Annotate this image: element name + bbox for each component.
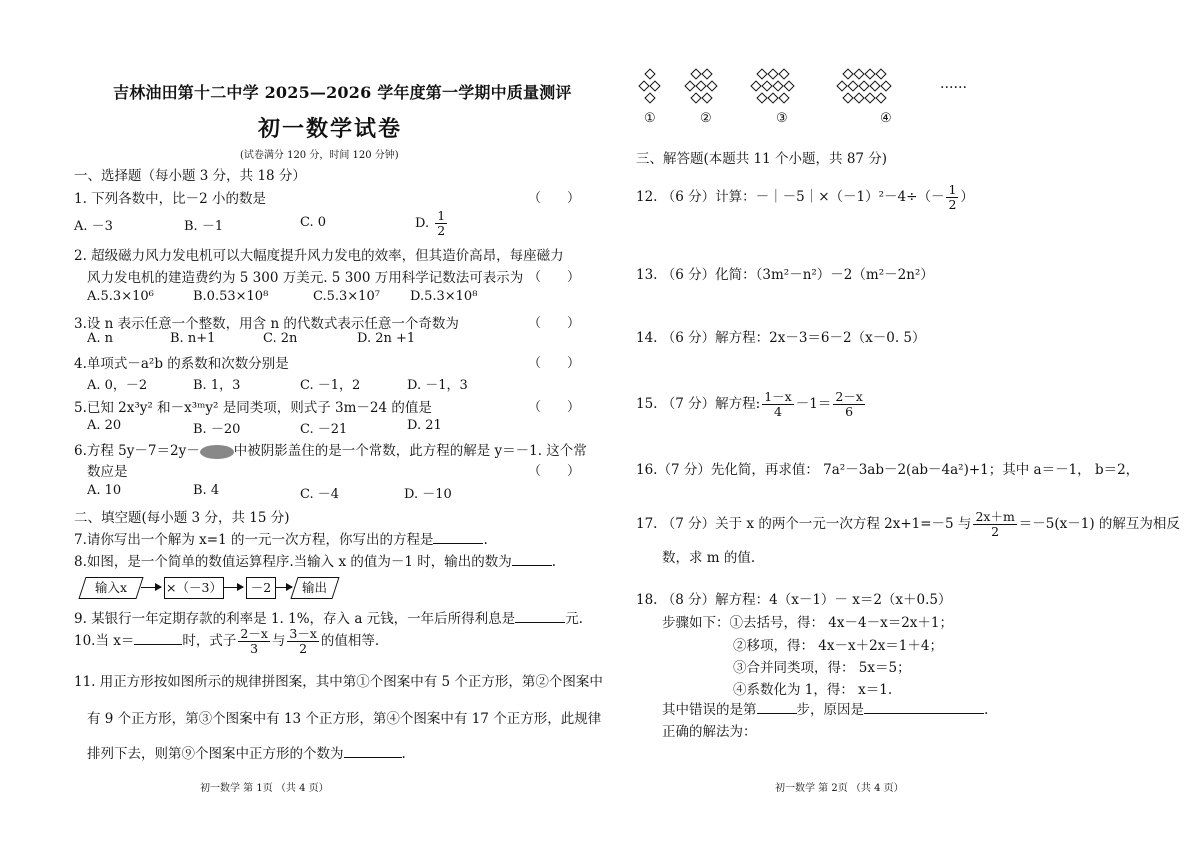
q1-option-d-fraction [435,209,447,238]
q18-step-1: 步骤如下：①去括号，得： 4x－4－x＝2x＋1； [662,615,953,631]
q9-end: 元. [565,611,583,627]
fraction-denominator: 4 [773,404,782,419]
q1-option-c: C. 0 [300,215,327,230]
q8-answer-blank [512,553,552,566]
q4-option-b: B. 1，3 [193,378,241,393]
shaded-constant-blot [200,445,234,459]
question-6-line-1 [74,439,587,459]
square-icon [778,68,789,79]
square-icon [842,68,853,79]
q10-answer-blank [134,632,182,645]
q6-text-before: 6.方程 5y－7＝2y－ [74,443,200,459]
square-icon [756,68,767,79]
q5-option-a: A. 20 [87,418,122,433]
fraction-numerator: 1 [948,182,957,197]
q18-step-blank [757,701,797,714]
fraction-numerator: 2x＋m [975,509,1015,524]
flow-multiply-box: ×（－3） [164,577,224,599]
q6-option-d: D. －10 [404,487,452,502]
square-icon [778,92,789,103]
q18-step-3: ③合并同类项，得： 5x＝5； [733,660,911,676]
answer-paren-2: （ ） [528,270,581,285]
q9-answer-blank [515,610,565,623]
question-3: 3.设 n 表示任意一个整数，用含 n 的代数式表示任意一个奇数为 [74,316,459,332]
q15-text: 15. （7 分）解方程: [636,396,761,412]
square-icon [690,92,701,103]
q10-fraction-2 [287,627,319,656]
flow-arrow-icon [223,587,243,588]
q3-option-d: D. 2n +1 [357,331,416,346]
q18-reason-blank [864,701,984,714]
q7-answer-blank [433,531,483,544]
flow-input-label: 输入x [94,580,128,595]
pattern-label-3: ③ [776,111,788,126]
question-2-line-1: 2. 超级磁力风力发电机可以大幅度提升风力发电的效率，但其造价高昂，每座磁力 [74,248,564,264]
q18-step-4: ④系数化为 1，得： x＝1. [733,682,893,698]
q15-fraction-1 [762,390,794,419]
q17-text: 17. （7 分）关于 x 的两个一元一次方程 2x+1=－5 与 [636,516,972,532]
q6-option-a: A. 10 [87,483,122,498]
flow-output-label: 输出 [302,580,328,595]
section-fill-heading: 二、填空题(每小题 3 分，共 15 分) [74,510,290,526]
question-18: 18. （8 分）解方程：4（x－1）－ x＝2（x＋0.5） [636,592,952,608]
answer-paren-6: （ ） [528,464,581,479]
q6-option-b: B. 4 [193,483,220,498]
square-icon [875,92,886,103]
q18-step-2: ②移项，得： 4x－x＋2x＝1＋4； [733,638,943,654]
q3-option-b: B. n+1 [170,331,216,346]
pattern-ellipsis: …… [940,76,967,92]
question-9 [74,607,583,627]
square-icon [853,92,864,103]
square-icon [858,80,869,91]
q17-fraction [973,510,1016,539]
q1-option-d [415,209,449,238]
square-icon [869,80,880,91]
q18-error-line [662,698,988,718]
q5-option-b: B. －20 [193,422,241,437]
flow-subtract-box: －2 [246,577,276,599]
q1-option-a: A. －3 [74,219,113,234]
q8-end: . [551,554,557,570]
q4-option-c: C. －1，2 [300,378,361,393]
question-14: 14. （6 分）解方程：2x－3＝6－2（x－0. 5） [636,330,926,346]
question-8 [74,550,556,570]
square-icon [767,68,778,79]
fraction-denominator: 2 [299,641,308,656]
q5-option-d: D. 21 [407,418,442,433]
section-choice-heading: 一、选择题（每小题 3 分，共 18 分） [74,168,306,184]
q6-option-c: C. －4 [300,487,340,502]
question-15 [636,390,867,419]
square-icon [706,80,717,91]
q11-text: 排列下去，则第⑨个图案中正方形的个数为 [87,746,344,762]
flow-arrow-icon [141,587,161,588]
question-11-line-3 [87,742,406,762]
q2-option-d: D.5.3×10⁸ [410,289,478,304]
square-icon [847,80,858,91]
q18-end: . [984,702,989,718]
fraction-numerator: 1－x [764,389,792,404]
answer-paren-3: （ ） [528,316,581,331]
square-icon [875,68,886,79]
q17-post: ＝－5(x－1) 的解互为相反 [1018,516,1180,532]
fraction-numerator: 2－x [835,389,863,404]
question-6-line-2: 数应是 [87,464,128,480]
answer-paren-5: （ ） [528,400,581,415]
square-icon [701,68,712,79]
fraction-numerator: 2－x [240,626,268,641]
q1-option-d-label: D. [415,216,430,231]
square-icon [864,68,875,79]
question-1: 1. 下列各数中，比－2 小的数是 [74,191,267,207]
pattern-label-1: ① [644,111,656,126]
section-solve-heading: 三、解答题(本题共 11 个小题，共 87 分) [636,151,888,167]
exam-note: (试卷满分 120 分，时间 120 分钟) [240,150,399,161]
square-icon [864,92,875,103]
q7-end: . [483,532,488,548]
fraction-denominator: 2 [991,524,1000,539]
flow-output-box [290,577,339,599]
q6-text-after: 中被阴影盖住的是一个常数，此方程的解是 y＝－1. 这个常 [233,443,587,459]
square-icon [767,92,778,103]
pattern-label-2: ② [700,111,712,126]
q7-text: 7.请你写出一个解为 x=1 的一元一次方程，你写出的方程是 [74,532,434,548]
q12-fraction [946,183,958,212]
exam-title: 吉林油田第十二中学 2025—2026 学年度第一学期中质量测评 [113,83,572,102]
question-11-line-1: 11. 用正方形按如图所示的规律拼图案，其中第①个图案中有 5 个正方形，第②个图案中 [74,674,603,690]
square-icon [649,80,660,91]
q10-and: 与 [271,633,286,649]
question-5: 5.已知 2x³y² 和－x³ᵐy² 是同类项，则式子 3m－24 的值是 [74,400,432,416]
pattern-label-4: ④ [880,111,892,126]
square-icon [644,92,655,103]
q9-text: 9. 某银行一年定期存款的利率是 1. 1%，存入 a 元钱，一年后所得利息是 [74,611,516,627]
q2-option-a: A.5.3×10⁶ [87,289,154,304]
square-icon [853,68,864,79]
page-footer-right: 初一数学 第 2页 （共 4 页） [775,783,904,794]
square-icon [690,68,701,79]
q1-option-b: B. －1 [184,219,224,234]
q11-end: . [401,746,406,762]
question-10 [74,627,379,656]
square-icon [644,68,655,79]
question-7 [74,528,488,548]
q4-option-a: A. 0，－2 [87,378,148,393]
fraction-denominator: 2 [948,197,957,212]
square-icon [695,80,706,91]
q11-answer-blank [344,745,402,758]
q3-option-c: C. 2n [263,331,298,346]
square-icon [772,80,783,91]
q2-option-b: B.0.53×10⁸ [193,289,269,304]
question-4: 4.单项式－a²b 的系数和次数分别是 [74,356,289,372]
q18-correct-solution-label: 正确的解法为： [662,724,757,740]
q10-post: 的值相等. [320,633,380,649]
flow-arrow-icon [276,587,292,588]
q5-option-c: C. －21 [300,422,348,437]
q18-reason-text: 步，原因是 [796,702,864,718]
exam-subtitle: 初一数学试卷 [258,116,403,142]
q12-post: ） [960,189,974,205]
square-icon [761,80,772,91]
q10-text: 10.当 x＝ [74,633,135,649]
answer-paren-4: （ ） [528,356,581,371]
q10-fraction-1 [238,627,270,656]
q8-text: 8.如图，是一个简单的数值运算程序.当输入 x 的值为－1 时，输出的数为 [74,554,512,570]
question-16: 16.（7 分）先化简，再求值： 7a²－3ab－2(ab－4a²)+1；其中 a＝－1， b＝2， [636,462,1140,478]
question-11-line-2: 有 9 个正方形，第③个图案中有 13 个正方形，第④个图案中有 17 个正方形，此规律 [87,711,602,727]
fraction-numerator: 1 [437,208,446,223]
q4-option-d: D. －1，3 [407,378,468,393]
q15-fraction-2 [833,390,865,419]
q18-error-text: 其中错误的是第 [662,702,757,718]
square-icon [701,92,712,103]
square-icon [638,80,649,91]
square-icon [750,80,761,91]
square-icon [836,80,847,91]
page-footer-left: 初一数学 第 1页 （共 4 页） [200,783,329,794]
square-icon [783,80,794,91]
flow-input-box [78,577,143,599]
square-icon [756,92,767,103]
question-2-line-2: 风力发电机的建造费约为 5 300 万美元. 5 300 万用科学记数法可表示为 [87,270,524,286]
question-12 [636,183,974,212]
fraction-denominator: 2 [437,223,446,238]
fraction-denominator: 3 [250,641,259,656]
square-icon [684,80,695,91]
q15-mid: －1＝ [795,396,832,412]
q3-option-a: A. n [87,331,114,346]
q12-text: 12. （6 分）计算：－｜－5｜×（－1）²－4÷（－ [636,189,945,205]
question-17-line-1 [636,510,1180,539]
q2-option-c: C.5.3×10⁷ [313,289,380,304]
square-icon [842,92,853,103]
question-17-line-2: 数，求 m 的值. [662,550,756,566]
fraction-numerator: 3－x [289,626,317,641]
fraction-denominator: 6 [845,404,854,419]
answer-paren-1: （ ） [528,191,581,206]
question-13: 13. （6 分）化简：（3m²－n²）－2（m²－2n²） [636,267,934,283]
q10-mid: 时，式子 [182,633,237,649]
square-icon [880,80,891,91]
